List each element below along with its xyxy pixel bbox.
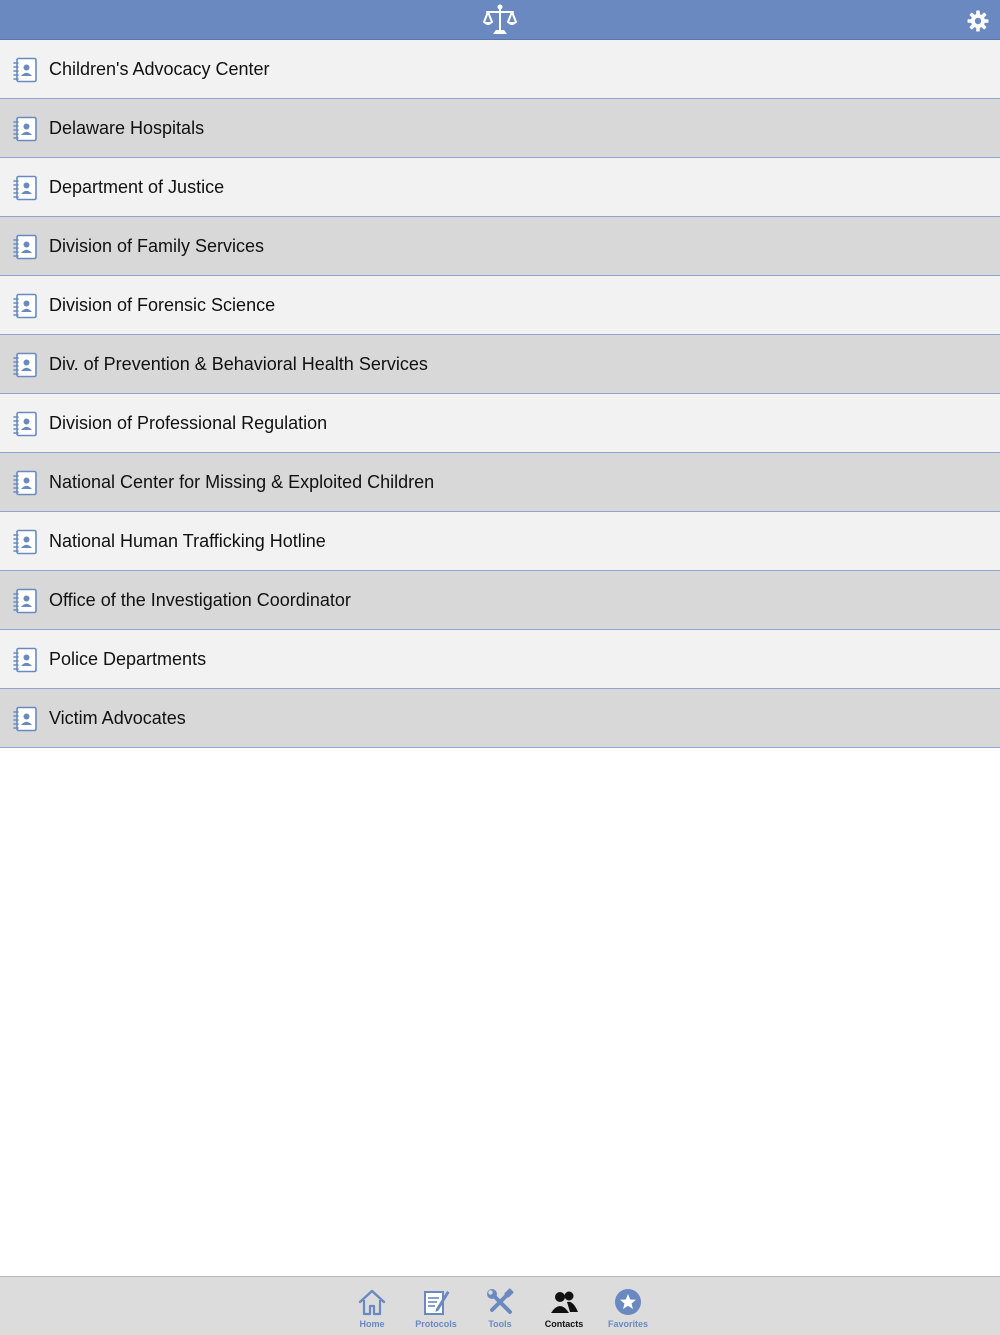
contact-row-label: Victim Advocates [49,708,186,728]
tab-contacts[interactable] [532,1277,596,1335]
contact-row[interactable] [0,40,1000,99]
scales-of-justice-icon [482,3,518,36]
contact-row-label: National Human Trafficking Hotline [49,531,326,551]
contact-row[interactable] [0,394,1000,453]
address-book-icon [12,470,38,496]
address-book-icon [12,116,38,142]
tab-protocols[interactable] [404,1277,468,1335]
tab-home[interactable] [340,1277,404,1335]
contact-row[interactable] [0,453,1000,512]
address-book-icon [12,647,38,673]
address-book-icon [12,411,38,437]
contact-row[interactable] [0,630,1000,689]
address-book-icon [12,293,38,319]
address-book-icon [12,588,38,614]
tab-favorites[interactable] [596,1277,660,1335]
navigation-bar [0,0,1000,40]
contact-row-label: Division of Professional Regulation [49,413,328,433]
tab-tools[interactable] [468,1277,532,1335]
contact-row[interactable] [0,512,1000,571]
tab-label: Tools [488,1319,512,1329]
contact-row-label: Div. of Prevention & Behavioral Health Services [49,354,428,374]
address-book-icon [12,175,38,201]
address-book-icon [12,706,38,732]
contact-row[interactable] [0,689,1000,748]
contact-row[interactable] [0,158,1000,217]
contacts-list [0,40,1000,748]
tab-label: Contacts [544,1319,584,1329]
contact-row[interactable] [0,276,1000,335]
tab-bar [0,1276,1000,1335]
contact-row-label: Division of Family Services [49,236,265,256]
address-book-icon [12,529,38,555]
address-book-icon [12,234,38,260]
contact-row-label: National Center for Missing & Exploited Children [49,472,435,492]
contact-row[interactable] [0,217,1000,276]
tab-label: Favorites [607,1319,649,1329]
tab-label: Protocols [415,1319,457,1329]
tab-label: Home [359,1319,385,1329]
contact-row-label: Division of Forensic Science [49,295,276,315]
contact-row-label: Department of Justice [49,177,225,197]
address-book-icon [12,352,38,378]
contact-row[interactable] [0,99,1000,158]
gear-icon[interactable] [966,9,990,33]
contact-row-label: Police Departments [49,649,207,669]
contact-row-label: Delaware Hospitals [49,118,205,138]
contact-row-label: Children's Advocacy Center [49,59,270,79]
contact-row-label: Office of the Investigation Coordinator [49,590,351,610]
contact-row[interactable] [0,571,1000,630]
address-book-icon [12,57,38,83]
contact-row[interactable] [0,335,1000,394]
